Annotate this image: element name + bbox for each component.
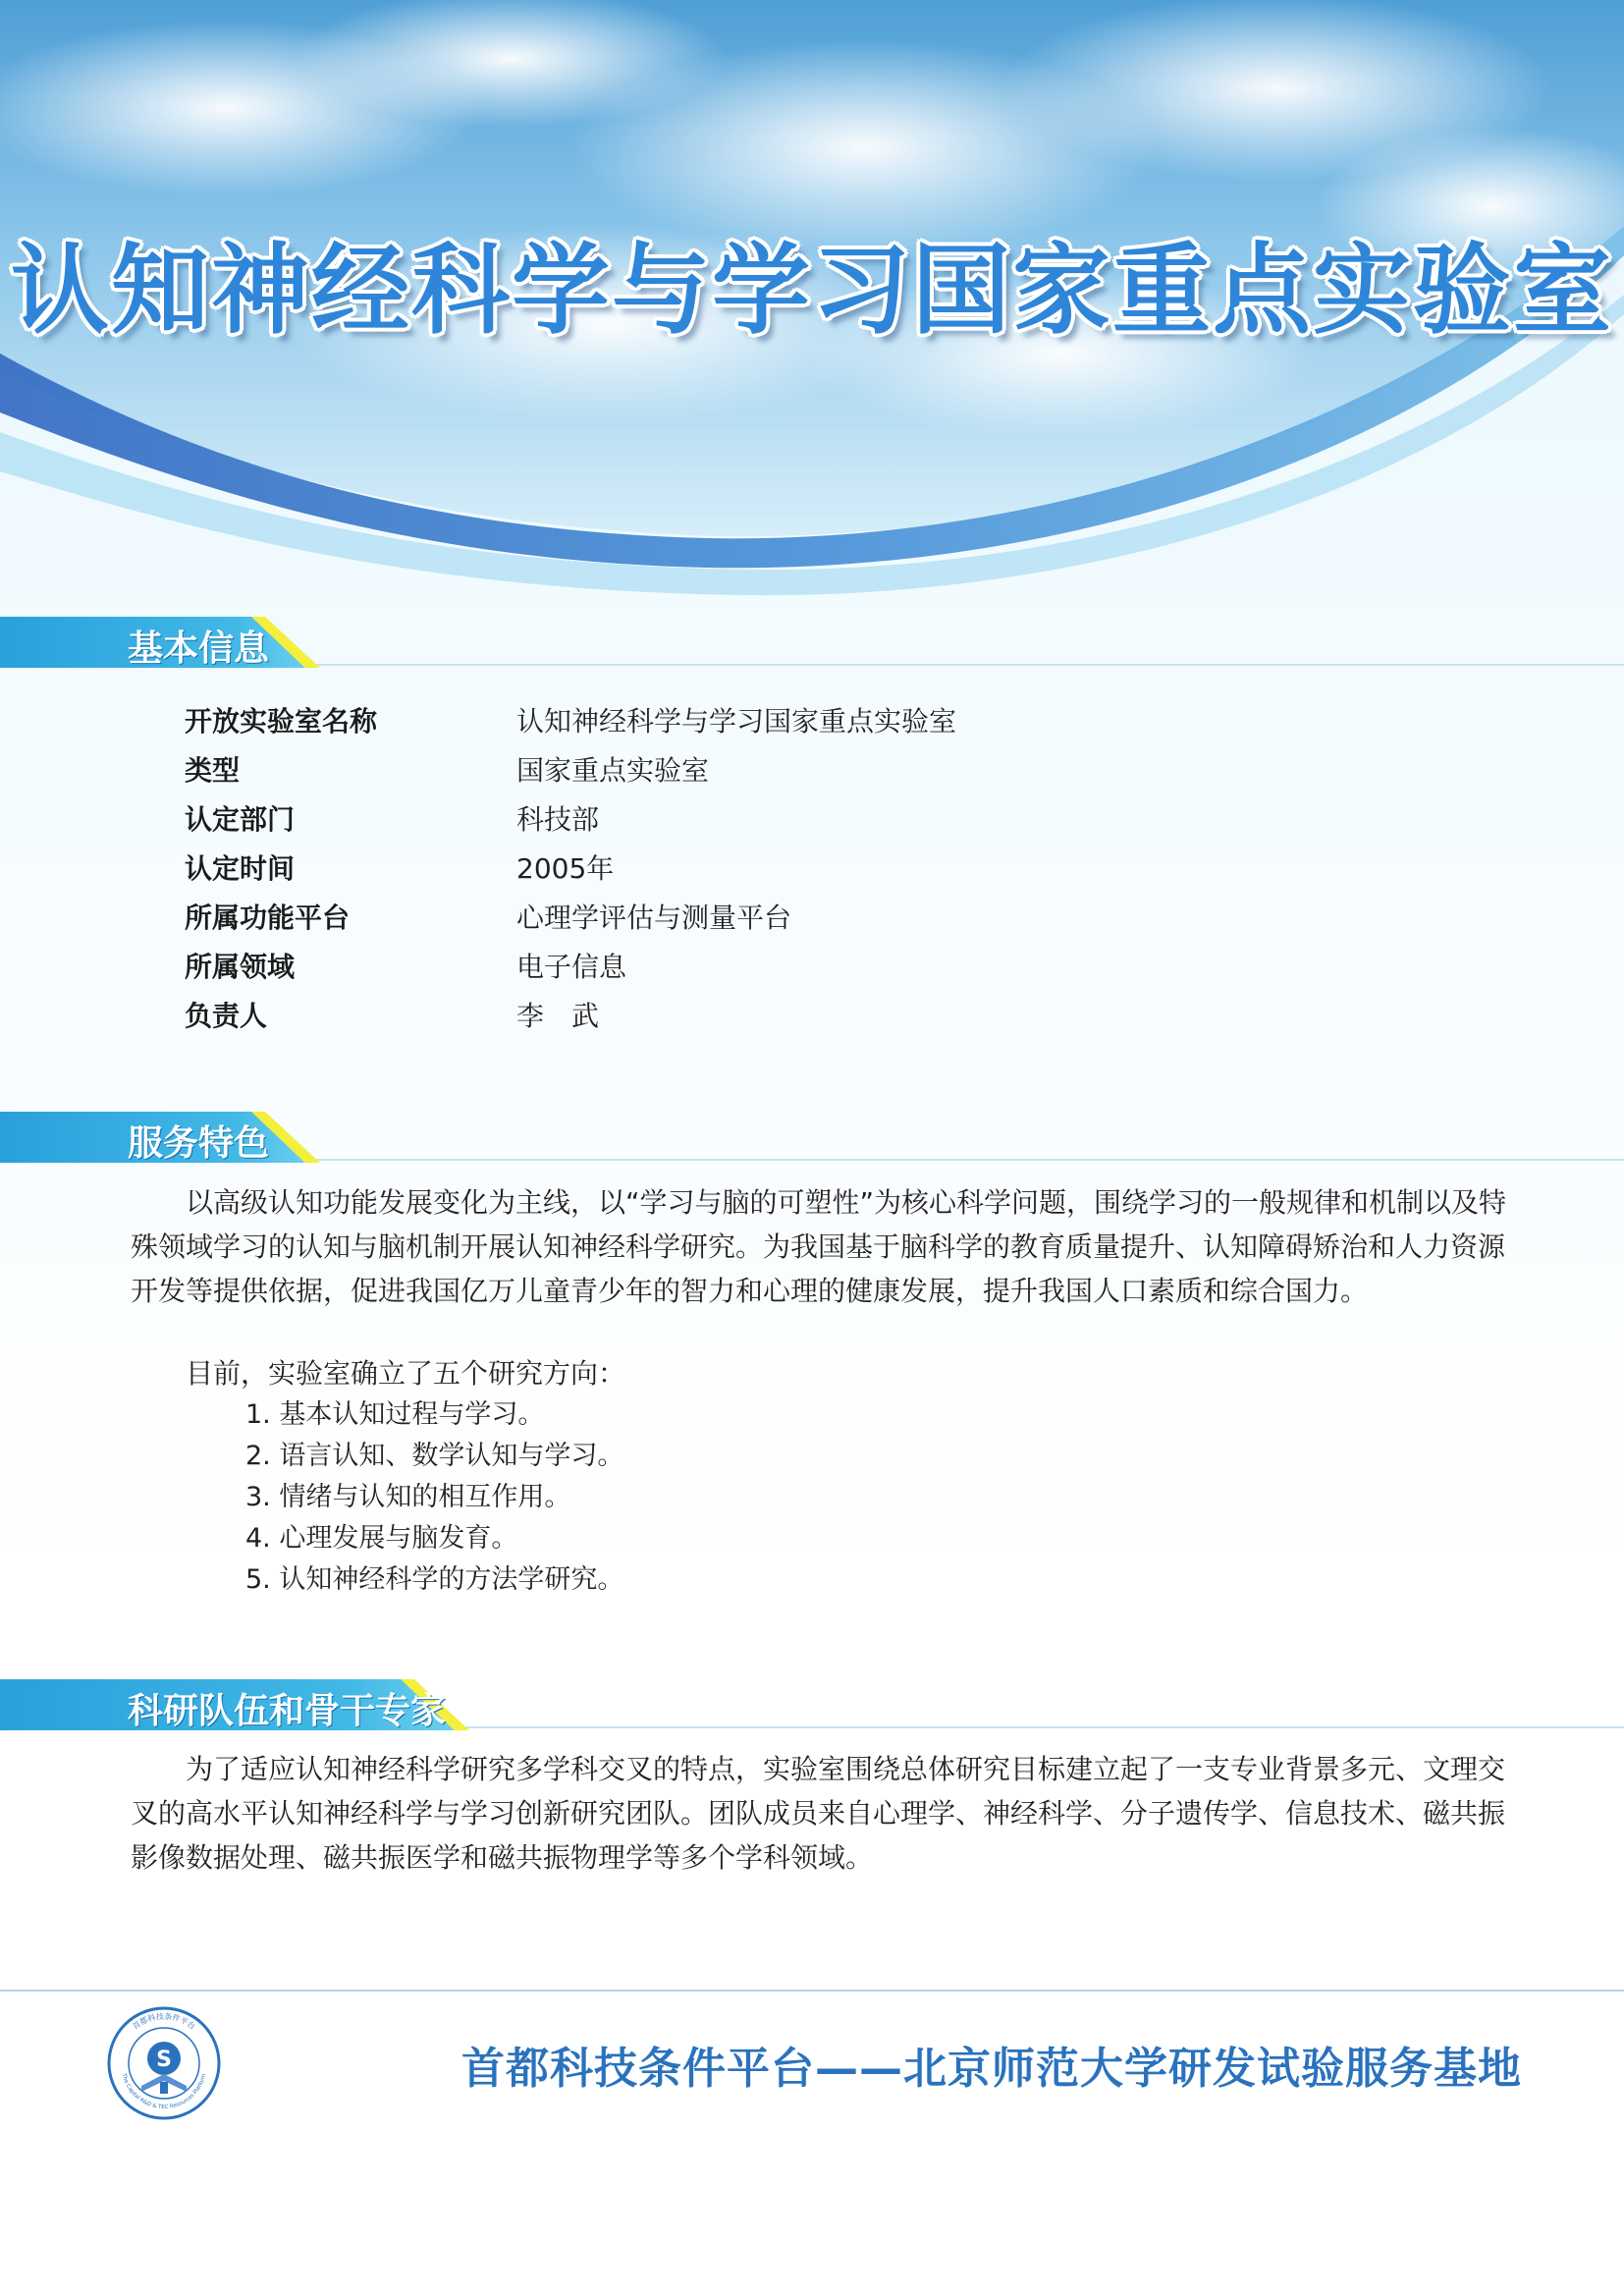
info-row-platform: [185, 897, 1461, 936]
emblem-letter: S: [156, 2048, 172, 2072]
info-row-department: [185, 798, 1461, 838]
info-label: 类型: [185, 754, 241, 787]
list-item: 4. 心理发展与脑发育。: [245, 1523, 518, 1554]
emblem-bottom-text: The Capital R&D & TEC Resources Platform: [120, 2072, 208, 2111]
footer-divider: [0, 1990, 1624, 1992]
list-item: 3. 情绪与认知的相互作用。: [245, 1482, 571, 1512]
platform-emblem-icon: [106, 2005, 222, 2121]
section-header-team: [0, 1679, 461, 1730]
section-heading: 基本信息: [128, 628, 270, 669]
info-value: 科技部: [516, 803, 600, 836]
info-value: 国家重点实验室: [516, 754, 710, 787]
info-label: 所属领域: [185, 951, 296, 983]
page-title: 认知神经科学与学习国家重点实验室: [11, 233, 1613, 348]
service-paragraph: 以高级认知功能发展变化为主线，以“学习与脑的可塑性”为核心科学问题，围绕学习的一般规律和机制以及特殊领域学习的认知与脑机制开展认知神经科学研究。为我国基于脑科学的教育质量提升、认知障碍矫治和人力资源开发等提供依据，促进我国亿万儿童青少年的智力和心理的健康发展，提升我国人口素质和综合国力。: [131, 1186, 1507, 1307]
info-row-lab-name: [185, 700, 1461, 739]
info-value: 认知神经科学与学习国家重点实验室: [516, 705, 957, 738]
info-label: 所属功能平台: [185, 902, 351, 934]
section-heading: 科研队伍和骨干专家: [128, 1691, 447, 1731]
info-row-field: [185, 946, 1461, 985]
info-value: 心理学评估与测量平台: [516, 902, 792, 934]
section-header-basic-info: [0, 617, 312, 668]
section-heading: 服务特色: [128, 1123, 270, 1164]
list-item: 2. 语言认知、数学认知与学习。: [245, 1441, 624, 1471]
list-item: 1. 基本认知过程与学习。: [245, 1399, 545, 1430]
info-row-certified-year: [185, 847, 1461, 887]
info-value: 电子信息: [516, 951, 627, 983]
list-item: 5. 认知神经科学的方法学研究。: [245, 1564, 624, 1595]
info-row-type: [185, 749, 1461, 789]
team-paragraph: 为了适应认知神经科学研究多学科交叉的特点，实验室围绕总体研究目标建立起了一支专业背景多元、文理交叉的高水平认知神经科学与学习创新研究团队。团队成员来自心理学、神经科学、分子遗传学、信息技术、磁共振影像数据处理、磁共振医学和磁共振物理学等多个学科领域。: [131, 1753, 1506, 1874]
info-label: 认定部门: [185, 803, 296, 836]
section-header-service: [0, 1112, 312, 1163]
info-label: 开放实验室名称: [185, 705, 378, 738]
emblem-top-text: 首都科技条件平台: [131, 2011, 197, 2032]
info-value: 李 武: [516, 1000, 600, 1032]
info-label: 认定时间: [185, 852, 296, 885]
directions-intro: 目前，实验室确立了五个研究方向：: [186, 1357, 626, 1390]
info-label: 负责人: [185, 1000, 268, 1032]
info-row-director: [185, 995, 1461, 1034]
info-value: 2005年: [516, 852, 615, 885]
footer-platform-text: 首都科技条件平台——北京师范大学研发试验服务基地: [461, 2044, 1522, 2094]
